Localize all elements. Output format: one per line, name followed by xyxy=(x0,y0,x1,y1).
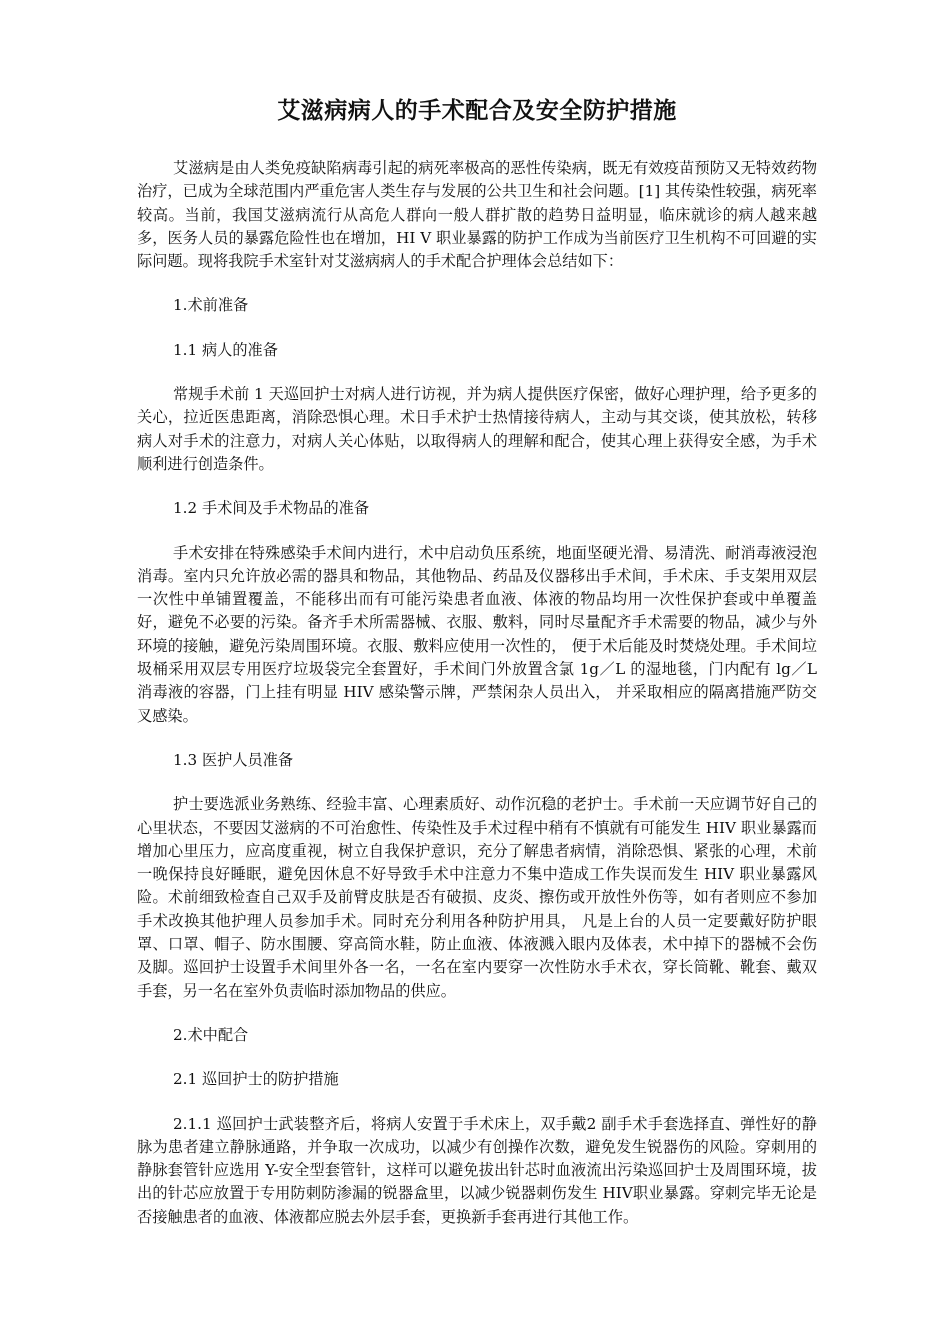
subsection-heading-1-3: 1.3 医护人员准备 xyxy=(173,750,294,769)
subsection-heading-1-1: 1.1 病人的准备 xyxy=(173,340,278,359)
paragraph-intro: 艾滋病是由人类免疫缺陷病毒引起的病死率极高的恶性传染病，既无有效疫苗预防又无特效药物治疗，已成为全球范围内严重危害人类生存与发展的公共卫生和社会问题。[1] 其传染性较强，病死率较高。当前，我国艾滋病流行从高危人群向一般人群扩散的趋势日益明显，临床就诊的病人越来越多，医务人员的暴露危险性也在增加，HI V 职业暴露的防护工作成为当前医疗卫生机构不可回避的实际问题。现将我院手术室针对艾滋病病人的手术配合护理体会总结如下： xyxy=(137,159,817,271)
subsection-heading-2-1: 2.1 巡回护士的防护措施 xyxy=(173,1070,339,1089)
paragraph-1-3: 护士要选派业务熟练、经验丰富、心理素质好、动作沉稳的老护士。手术前一天应调节好自己的心里状态，不要因艾滋病的不可治愈性、传染性及手术过程中稍有不慎就有可能发生 HIV 职业暴露而增加心里压力，应高度重视，树立自我保护意识，充分了解患者病情，消除恐惧、紧张的心理，术前一晚保持良好睡眠，避免因休息不好导致手术中注意力不集中造成工作失误而发生 HIV 职业暴露风险。术前细致检查自己双手及前臂皮肤是否有破损、皮炎、擦伤或开放性外伤等，如有者则应不参加手术改换其他护理人员参加手术。同时充分利用各种防护用具， 凡是上台的人员一定要戴好防护眼罩、口罩、帽子、防水围腰、穿高筒水鞋，防止血液、体液溅入眼内及体表，术中掉下的器械不会伤及脚。巡回护士设置手术间里外各一名，一名在室内要穿一次性防水手术衣，穿长筒靴、靴套、戴双手套，另一名在室外负责临时添加物品的供应。 xyxy=(137,795,817,1000)
document-title: 艾滋病病人的手术配合及安全防护措施 xyxy=(277,97,677,124)
section-heading-1: 1.术前准备 xyxy=(173,296,249,315)
paragraph-2-1-1: 2.1.1 巡回护士武装整齐后，将病人安置于手术床上，双手戴2 副手术手套选择直、弹性好的静脉为患者建立静脉通路，并争取一次成功，以减少有创操作次数，避免发生锐器伤的风险。穿刺用的静脉套管针应选用 Y-安全型套管针，这样可以避免拔出针芯时血液流出污染巡回护士及周围环境，拔出的针芯应放置于专用防刺防渗漏的锐器盒里，以减少锐器刺伤发生 HIV职业暴露。穿刺完毕无论是否接触患者的血液、体液都应脱去外层手套，更换新手套再进行其他工作。 xyxy=(137,1114,817,1226)
section-heading-2: 2.术中配合 xyxy=(173,1025,249,1044)
document-body xyxy=(137,92,817,1250)
paragraph-1-2: 手术安排在特殊感染手术间内进行，术中启动负压系统，地面坚硬光滑、易清洗、耐消毒液浸泡消毒。室内只允许放必需的器具和物品，其他物品、药品及仪器移出手术间，手术床、手支架用双层一次性中单铺置覆盖，不能移出而有可能污染患者血液、体液的物品均用一次性保护套或中单覆盖好，避免不必要的污染。备齐手术所需器械、衣服、敷料，同时尽量配齐手术需要的物品，减少与外环境的接触，避免污染周围环境。衣服、敷料应使用一次性的， 便于术后能及时焚烧处理。手术间垃圾桶采用双层专用医疗垃圾袋完全套置好，手术间门外放置含氯 1g／L 的湿地毯，门内配有 lg／L 消毒液的容器，门上挂有明显 HIV 感染警示牌，严禁闲杂人员出入， 并采取相应的隔离措施严防交叉感染。 xyxy=(137,543,817,725)
subsection-heading-1-2: 1.2 手术间及手术物品的准备 xyxy=(173,499,370,518)
paragraph-1-1: 常规手术前 1 天巡回护士对病人进行访视，并为病人提供医疗保密，做好心理护理，给予更多的关心，拉近医患距离，消除恐惧心理。术日手术护士热情接待病人，主动与其交谈，使其放松，转移病人对手术的注意力，对病人关心体贴，以取得病人的理解和配合，使其心理上获得安全感，为手术顺利进行创造条件。 xyxy=(137,385,817,473)
